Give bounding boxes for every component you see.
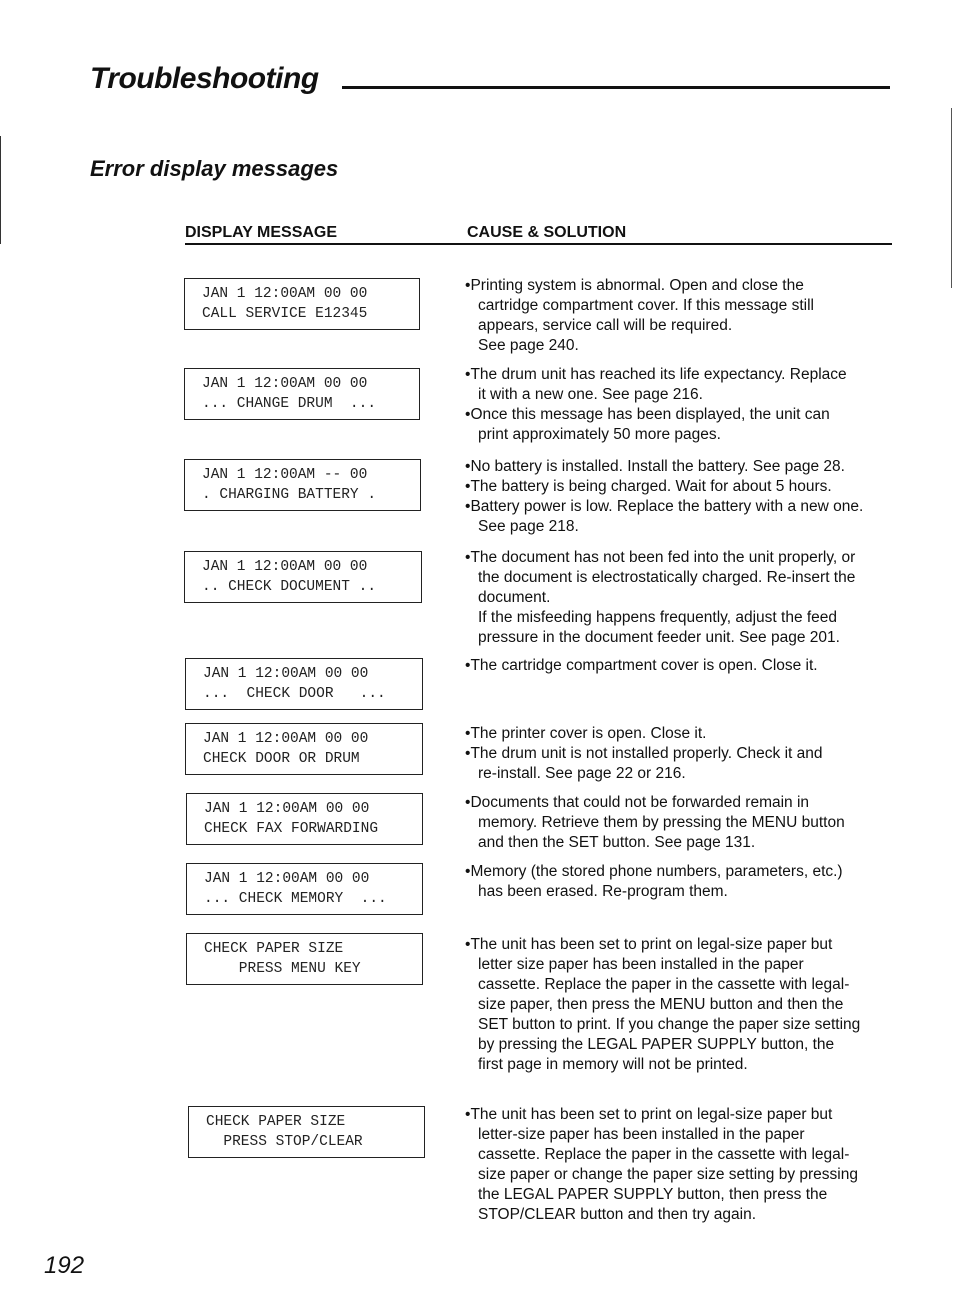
continuation-line [465, 385, 905, 405]
continuation-line [465, 1205, 905, 1225]
bullet-line [465, 862, 905, 882]
bullet-icon: • [465, 794, 471, 811]
continuation-line [465, 517, 905, 537]
solution-text: pressure in the document feeder unit. See page 201. [478, 629, 840, 646]
bullet-icon: • [465, 657, 471, 674]
continuation-line [465, 1165, 905, 1185]
lcd-line: JAN 1 12:00AM 00 00 [203, 731, 369, 747]
solution-text: print approximately 50 more pages. [478, 426, 721, 443]
solution-text: The battery is being charged. Wait for about 5 hours. [470, 478, 832, 495]
bullet-icon: • [465, 366, 471, 383]
solution-text: Once this message has been displayed, the unit can [470, 406, 830, 423]
solution-text: cassette. Replace the paper in the cassette with legal- [478, 1146, 850, 1163]
bullet-line [465, 457, 905, 477]
section-title: Error display messages [90, 156, 339, 181]
lcd-line: CALL SERVICE E12345 [202, 306, 368, 322]
bullet-icon: • [465, 406, 471, 423]
cause-solution-text [465, 935, 905, 1075]
solution-text: The drum unit has reached its life expectancy. Replace [470, 366, 847, 383]
solution-text: re-install. See page 22 or 216. [478, 765, 686, 782]
page-edge-mark-right [951, 108, 952, 288]
cause-solution-text [465, 548, 905, 648]
continuation-line [465, 316, 905, 336]
display-message-lcd [184, 551, 422, 603]
cause-solution-text [465, 793, 905, 853]
display-message-lcd [185, 723, 423, 775]
continuation-line [465, 833, 905, 853]
lcd-line: ... CHANGE DRUM ... [202, 396, 377, 412]
solution-text: Battery power is low. Replace the battery with a new one. [470, 498, 864, 515]
solution-text: SET button to print. If you change the paper size setting [478, 1016, 861, 1033]
lcd-line: JAN 1 12:00AM 00 00 [204, 801, 370, 817]
continuation-line [465, 764, 905, 784]
solution-text: has been erased. Re-program them. [478, 883, 728, 900]
lcd-line: JAN 1 12:00AM 00 00 [203, 666, 369, 682]
solution-text: memory. Retrieve them by pressing the MENU button [478, 814, 845, 831]
lcd-line: JAN 1 12:00AM 00 00 [202, 559, 368, 575]
lcd-line: CHECK FAX FORWARDING [204, 821, 379, 837]
lcd-line: ... CHECK MEMORY ... [204, 891, 387, 907]
header-rule [185, 243, 892, 245]
solution-text: The drum unit is not installed properly. Check it and [470, 745, 823, 762]
continuation-line [465, 1015, 905, 1035]
lcd-line: ... CHECK DOOR ... [203, 686, 386, 702]
continuation-line [465, 1145, 905, 1165]
solution-text: The document has not been fed into the unit properly, or [470, 549, 856, 566]
bullet-line [465, 497, 905, 517]
lcd-line: JAN 1 12:00AM 00 00 [202, 286, 368, 302]
display-message-lcd [186, 793, 423, 845]
solution-text: STOP/CLEAR button and then try again. [478, 1206, 757, 1223]
solution-text: See page 240. [478, 337, 579, 354]
solution-text: The printer cover is open. Close it. [470, 725, 707, 742]
column-header-display: DISPLAY MESSAGE [185, 224, 338, 241]
cause-solution-text [465, 724, 905, 784]
bullet-line [465, 1105, 905, 1125]
lcd-line: . CHARGING BATTERY . [202, 487, 377, 503]
bullet-line [465, 477, 905, 497]
continuation-line [465, 955, 905, 975]
bullet-line [465, 365, 905, 385]
display-message-lcd [186, 863, 423, 915]
bullet-icon: • [465, 1106, 471, 1123]
bullet-line [465, 548, 905, 568]
lcd-line: JAN 1 12:00AM 00 00 [202, 376, 368, 392]
bullet-line [465, 405, 905, 425]
lcd-line: PRESS STOP/CLEAR [206, 1134, 363, 1150]
bullet-line [465, 276, 905, 296]
page-title: Troubleshooting [90, 62, 319, 95]
bullet-icon: • [465, 498, 471, 515]
display-message-lcd [184, 368, 420, 420]
bullet-icon: • [465, 863, 471, 880]
bullet-icon: • [465, 458, 471, 475]
continuation-line [465, 425, 905, 445]
display-message-lcd [186, 933, 423, 985]
cause-solution-text [465, 1105, 905, 1225]
solution-text: The cartridge compartment cover is open. Close it. [470, 657, 818, 674]
bullet-line [465, 793, 905, 813]
continuation-line [465, 1055, 905, 1075]
solution-text: and then the SET button. See page 131. [478, 834, 756, 851]
cause-solution-text [465, 457, 905, 537]
bullet-line [465, 656, 905, 676]
solution-text: by pressing the LEGAL PAPER SUPPLY button, the [478, 1036, 835, 1053]
cause-solution-text [465, 276, 905, 356]
page-header [90, 62, 890, 102]
continuation-line [465, 608, 905, 628]
cause-solution-text [465, 862, 905, 902]
continuation-line [465, 336, 905, 356]
solution-text: No battery is installed. Install the battery. See page 28. [470, 458, 845, 475]
lcd-line: CHECK PAPER SIZE [206, 1114, 346, 1130]
solution-text: letter size paper has been installed in the paper [478, 956, 804, 973]
continuation-line [465, 1185, 905, 1205]
solution-text: Memory (the stored phone numbers, parameters, etc.) [470, 863, 843, 880]
solution-text: appears, service call will be required. [478, 317, 733, 334]
page-edge-mark [0, 136, 1, 244]
solution-text: size paper, then press the MENU button and then the [478, 996, 844, 1013]
lcd-line: JAN 1 12:00AM -- 00 [202, 467, 368, 483]
solution-text: cartridge compartment cover. If this message still [478, 297, 814, 314]
solution-text: document. [478, 589, 551, 606]
solution-text: the document is electrostatically charged. Re-insert the [478, 569, 856, 586]
title-rule [342, 86, 890, 89]
continuation-line [465, 628, 905, 648]
solution-text: the LEGAL PAPER SUPPLY button, then press the [478, 1186, 828, 1203]
continuation-line [465, 296, 905, 316]
bullet-icon: • [465, 725, 471, 742]
page-number: 192 [44, 1252, 85, 1279]
continuation-line [465, 1035, 905, 1055]
display-message-lcd [184, 278, 420, 330]
solution-text: If the misfeeding happens frequently, adjust the feed [478, 609, 838, 626]
bullet-icon: • [465, 478, 471, 495]
continuation-line [465, 568, 905, 588]
lcd-line: JAN 1 12:00AM 00 00 [204, 871, 370, 887]
solution-text: The unit has been set to print on legal-size paper but [470, 1106, 833, 1123]
display-message-lcd [185, 658, 423, 710]
bullet-icon: • [465, 936, 471, 953]
solution-text: it with a new one. See page 216. [478, 386, 703, 403]
continuation-line [465, 882, 905, 902]
lcd-line: PRESS MENU KEY [204, 961, 361, 977]
bullet-line [465, 744, 905, 764]
solution-text: Documents that could not be forwarded remain in [470, 794, 810, 811]
continuation-line [465, 995, 905, 1015]
solution-text: first page in memory will not be printed. [478, 1056, 748, 1073]
bullet-line [465, 724, 905, 744]
lcd-line: .. CHECK DOCUMENT .. [202, 579, 377, 595]
column-header-cause: CAUSE & SOLUTION [467, 224, 627, 241]
solution-text: size paper or change the paper size setting by pressing [478, 1166, 858, 1183]
lcd-line: CHECK DOOR OR DRUM [203, 751, 360, 767]
bullet-icon: • [465, 549, 471, 566]
display-message-lcd [188, 1106, 425, 1158]
bullet-line [465, 935, 905, 955]
cause-solution-text [465, 656, 905, 676]
bullet-icon: • [465, 277, 471, 294]
solution-text: Printing system is abnormal. Open and close the [470, 277, 804, 294]
lcd-line: CHECK PAPER SIZE [204, 941, 344, 957]
continuation-line [465, 1125, 905, 1145]
display-message-lcd [184, 459, 421, 511]
solution-text: letter-size paper has been installed in the paper [478, 1126, 805, 1143]
continuation-line [465, 975, 905, 995]
solution-text: See page 218. [478, 518, 579, 535]
cause-solution-text [465, 365, 905, 445]
solution-text: cassette. Replace the paper in the cassette with legal- [478, 976, 850, 993]
continuation-line [465, 588, 905, 608]
continuation-line [465, 813, 905, 833]
solution-text: The unit has been set to print on legal-size paper but [470, 936, 833, 953]
bullet-icon: • [465, 745, 471, 762]
